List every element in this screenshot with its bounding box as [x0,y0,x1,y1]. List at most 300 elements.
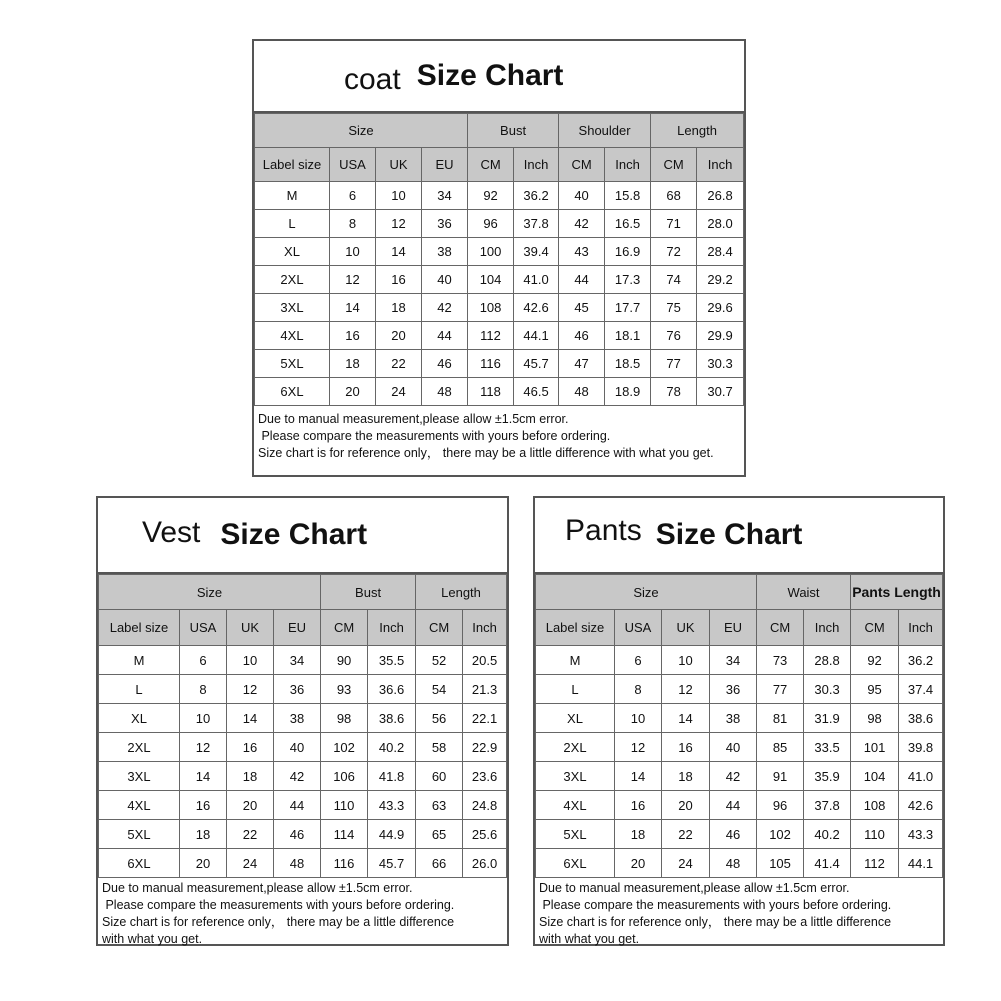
coat-table-cell: 24 [376,378,422,406]
vest-note-line: Size chart is for reference only， there may be a little difference [102,915,455,929]
vest-table-cell: 36.6 [368,675,416,704]
pants-table-row [536,675,943,704]
pants-table-cell: 48 [710,849,757,878]
vest-table-cell: 24 [227,849,274,878]
coat-table-cell: 28.4 [697,238,744,266]
vest-table-cell: 116 [321,849,368,878]
vest-table-row [99,820,507,849]
pants-table-cell: 41.4 [804,849,851,878]
vest-subheader: USA [180,610,227,646]
pants-table-cell: 42 [710,762,757,791]
pants-table-cell: 40 [710,733,757,762]
coat-table [254,113,744,406]
pants-group-pants-length: Pants Length [851,575,943,610]
vest-table-cell: 23.6 [463,762,507,791]
coat-table-cell: 26.8 [697,182,744,210]
pants-table-cell: 24 [662,849,710,878]
vest-table-cell: 25.6 [463,820,507,849]
pants-table-cell: 77 [757,675,804,704]
pants-table-cell: 39.8 [899,733,943,762]
vest-table-cell: 10 [180,704,227,733]
coat-table-cell: 92 [468,182,514,210]
coat-table-cell: 108 [468,294,514,322]
vest-table-cell: 106 [321,762,368,791]
coat-table-cell: 48 [422,378,468,406]
vest-table-cell: 52 [416,646,463,675]
coat-table-row [255,294,744,322]
pants-table-cell: 36.2 [899,646,943,675]
coat-table-row [255,350,744,378]
coat-table-cell: 40 [422,266,468,294]
coat-table-cell: 42 [559,210,605,238]
coat-table-cell: 3XL [255,294,330,322]
pants-table-row [536,762,943,791]
vest-table-cell: 8 [180,675,227,704]
vest-table-cell: 10 [227,646,274,675]
vest-table-cell: 35.5 [368,646,416,675]
coat-table-cell: 29.9 [697,322,744,350]
coat-table-cell: 96 [468,210,514,238]
coat-table-cell: L [255,210,330,238]
vest-table-cell: 38.6 [368,704,416,733]
vest-table [98,574,507,878]
pants-table-cell: 35.9 [804,762,851,791]
vest-table-cell: 34 [274,646,321,675]
coat-table-cell: 30.7 [697,378,744,406]
vest-table-cell: 36 [274,675,321,704]
coat-table-cell: 38 [422,238,468,266]
coat-table-cell: 44 [559,266,605,294]
coat-table-cell: 104 [468,266,514,294]
coat-table-cell: 72 [651,238,697,266]
coat-table-cell: 42 [422,294,468,322]
pants-table-cell: 37.8 [804,791,851,820]
vest-table-cell: 60 [416,762,463,791]
coat-table-cell: 45.7 [514,350,559,378]
vest-subheader: CM [416,610,463,646]
pants-title-prefix: Pants [565,514,642,547]
coat-subheader: EU [422,148,468,182]
vest-table-cell: 54 [416,675,463,704]
pants-table-cell: 73 [757,646,804,675]
pants-table-cell: 16 [615,791,662,820]
coat-table-cell: 15.8 [605,182,651,210]
pants-table-cell: 20 [615,849,662,878]
coat-group-length: Length [651,114,744,148]
pants-table-row [536,733,943,762]
coat-table-cell: 41.0 [514,266,559,294]
coat-size-chart [252,39,746,477]
pants-table-cell: 36 [710,675,757,704]
coat-table-cell: 29.6 [697,294,744,322]
pants-size-chart [533,496,945,946]
pants-group-size: Size [536,575,757,610]
vest-table-cell: 56 [416,704,463,733]
vest-table-cell: 14 [180,762,227,791]
vest-note-line: Please compare the measurements with yours before ordering. [102,898,455,912]
pants-table-cell: 42.6 [899,791,943,820]
vest-table-row [99,646,507,675]
pants-table-cell: 14 [615,762,662,791]
vest-table-cell: M [99,646,180,675]
coat-table-cell: 46.5 [514,378,559,406]
vest-note-line: with what you get. [102,932,203,946]
coat-table-cell: 75 [651,294,697,322]
pants-table-cell: 2XL [536,733,615,762]
vest-note-line: Due to manual measurement,please allow ±1.5cm error. [102,881,413,895]
pants-table-cell: 6 [615,646,662,675]
pants-table-cell: 44 [710,791,757,820]
vest-title-prefix: Vest [142,516,201,549]
vest-table-cell: 3XL [99,762,180,791]
pants-table-cell: M [536,646,615,675]
vest-table-cell: 20.5 [463,646,507,675]
pants-table-cell: 81 [757,704,804,733]
coat-table-cell: 43 [559,238,605,266]
coat-table-cell: 14 [376,238,422,266]
pants-subheader: UK [662,610,710,646]
coat-table-cell: 17.7 [605,294,651,322]
pants-table-cell: 10 [662,646,710,675]
pants-table-cell: 38 [710,704,757,733]
vest-table-cell: 38 [274,704,321,733]
coat-table-cell: 45 [559,294,605,322]
coat-table-cell: 76 [651,322,697,350]
vest-table-cell: L [99,675,180,704]
pants-table-row [536,849,943,878]
pants-table-cell: 101 [851,733,899,762]
vest-subheader: EU [274,610,321,646]
pants-table-cell: 16 [662,733,710,762]
pants-table-cell: 96 [757,791,804,820]
vest-table-cell: 12 [180,733,227,762]
vest-table-cell: 6 [180,646,227,675]
vest-subheader: CM [321,610,368,646]
vest-table-cell: 42 [274,762,321,791]
pants-table-cell: 37.4 [899,675,943,704]
pants-subheader: USA [615,610,662,646]
coat-table-cell: 48 [559,378,605,406]
coat-table-cell: 78 [651,378,697,406]
vest-table-cell: 44 [274,791,321,820]
coat-table-cell: 34 [422,182,468,210]
coat-table-row [255,210,744,238]
pants-table-cell: 20 [662,791,710,820]
pants-table-cell: 110 [851,820,899,849]
coat-table-cell: 118 [468,378,514,406]
coat-table-cell: 6 [330,182,376,210]
coat-table-cell: 18.1 [605,322,651,350]
coat-table-cell: 44 [422,322,468,350]
coat-subheader: Inch [514,148,559,182]
pants-table-cell: 40.2 [804,820,851,849]
coat-table-row [255,322,744,350]
vest-table-cell: 65 [416,820,463,849]
coat-table-cell: 39.4 [514,238,559,266]
coat-table-cell: XL [255,238,330,266]
pants-table-cell: 102 [757,820,804,849]
coat-subheader: Inch [605,148,651,182]
pants-table-cell: 108 [851,791,899,820]
coat-rows [255,182,744,406]
coat-table-cell: 8 [330,210,376,238]
coat-table-cell: 16.5 [605,210,651,238]
pants-note-line: Size chart is for reference only， there may be a little difference [539,915,892,929]
coat-table-cell: 18.5 [605,350,651,378]
vest-table-cell: 14 [227,704,274,733]
pants-table-cell: 34 [710,646,757,675]
coat-table-cell: 14 [330,294,376,322]
vest-table-cell: 110 [321,791,368,820]
coat-table-cell: 4XL [255,322,330,350]
pants-table-cell: 10 [615,704,662,733]
pants-table-cell: XL [536,704,615,733]
vest-subheader: UK [227,610,274,646]
pants-rows [536,646,943,878]
coat-title-main: Size Chart [416,59,564,92]
coat-subheader: UK [376,148,422,182]
pants-table-row [536,820,943,849]
coat-table-cell: 42.6 [514,294,559,322]
pants-table-cell: 6XL [536,849,615,878]
vest-table-cell: 21.3 [463,675,507,704]
coat-table-cell: 74 [651,266,697,294]
vest-table-cell: 20 [180,849,227,878]
pants-table-cell: 98 [851,704,899,733]
pants-subheader: EU [710,610,757,646]
pants-table-cell: 85 [757,733,804,762]
pants-table-cell: 33.5 [804,733,851,762]
coat-group-bust: Bust [468,114,559,148]
vest-table-cell: 40 [274,733,321,762]
coat-table-cell: 12 [376,210,422,238]
pants-table-cell: 104 [851,762,899,791]
coat-subheader: Inch [697,148,744,182]
pants-group-waist: Waist [757,575,851,610]
coat-group-shoulder: Shoulder [559,114,651,148]
vest-table-cell: 63 [416,791,463,820]
pants-notes [535,878,943,951]
coat-table-cell: 30.3 [697,350,744,378]
vest-table-cell: 12 [227,675,274,704]
coat-table-cell: 44.1 [514,322,559,350]
pants-subheader: Label size [536,610,615,646]
pants-note-line: Due to manual measurement,please allow ±1.5cm error. [539,881,850,895]
coat-table-cell: 29.2 [697,266,744,294]
vest-title-main: Size Chart [220,518,368,551]
pants-subheader: CM [851,610,899,646]
vest-table-cell: 102 [321,733,368,762]
coat-note-line: Due to manual measurement,please allow ±1.5cm error. [258,412,569,426]
coat-table-row [255,238,744,266]
coat-table-cell: 6XL [255,378,330,406]
coat-table-cell: 28.0 [697,210,744,238]
coat-table-cell: 20 [330,378,376,406]
coat-table-cell: 71 [651,210,697,238]
vest-group-length: Length [416,575,507,610]
coat-table-cell: 36 [422,210,468,238]
coat-table-cell: 16 [330,322,376,350]
vest-group-size: Size [99,575,321,610]
vest-table-cell: 58 [416,733,463,762]
vest-notes [98,878,507,951]
pants-table-cell: 28.8 [804,646,851,675]
pants-table-cell: 18 [615,820,662,849]
pants-table-cell: 38.6 [899,704,943,733]
pants-table-cell: 31.9 [804,704,851,733]
pants-table-row [536,791,943,820]
coat-table-cell: 18.9 [605,378,651,406]
coat-table-cell: 17.3 [605,266,651,294]
vest-size-chart [96,496,509,946]
vest-table-row [99,791,507,820]
vest-table-cell: 20 [227,791,274,820]
pants-note-line: Please compare the measurements with yours before ordering. [539,898,892,912]
pants-table-cell: 3XL [536,762,615,791]
pants-table-cell: 91 [757,762,804,791]
coat-table-cell: 20 [376,322,422,350]
vest-table-cell: 5XL [99,820,180,849]
coat-table-cell: 46 [559,322,605,350]
vest-table-cell: 22 [227,820,274,849]
vest-table-cell: 45.7 [368,849,416,878]
vest-table-cell: 22.9 [463,733,507,762]
pants-chart-title [535,498,943,574]
coat-table-cell: 16 [376,266,422,294]
coat-table-cell: 10 [376,182,422,210]
coat-subheader: USA [330,148,376,182]
coat-table-cell: 68 [651,182,697,210]
coat-table-cell: 47 [559,350,605,378]
coat-table-row [255,378,744,406]
vest-table-cell: 114 [321,820,368,849]
pants-table-cell: 46 [710,820,757,849]
vest-table-cell: 24.8 [463,791,507,820]
coat-table-cell: 40 [559,182,605,210]
coat-title-prefix: coat [344,63,401,96]
coat-subheader: CM [651,148,697,182]
vest-table-cell: 41.8 [368,762,416,791]
vest-table-cell: 18 [227,762,274,791]
coat-note-line: Size chart is for reference only， there may be a little difference with what you get. [258,446,714,460]
pants-table-cell: 112 [851,849,899,878]
coat-table-cell: 18 [330,350,376,378]
coat-subheader: Label size [255,148,330,182]
vest-table-cell: 18 [180,820,227,849]
pants-subheader: Inch [899,610,943,646]
coat-table-cell: 10 [330,238,376,266]
vest-table-row [99,762,507,791]
coat-table-cell: 2XL [255,266,330,294]
coat-table-cell: 37.8 [514,210,559,238]
vest-rows [99,646,507,878]
vest-subheader: Inch [368,610,416,646]
pants-table-cell: 12 [615,733,662,762]
pants-table-row [536,704,943,733]
coat-subheader: CM [468,148,514,182]
pants-table-cell: 4XL [536,791,615,820]
coat-note-line: Please compare the measurements with yours before ordering. [258,429,611,443]
pants-table-cell: 41.0 [899,762,943,791]
pants-table-cell: 30.3 [804,675,851,704]
coat-group-size: Size [255,114,468,148]
vest-table-cell: 46 [274,820,321,849]
pants-title-main: Size Chart [655,518,803,551]
coat-table-cell: 5XL [255,350,330,378]
vest-table-row [99,704,507,733]
vest-subheader: Inch [463,610,507,646]
pants-subheader: Inch [804,610,851,646]
coat-subheader: CM [559,148,605,182]
pants-table [535,574,943,878]
coat-table-row [255,182,744,210]
vest-table-row [99,733,507,762]
vest-table-cell: 48 [274,849,321,878]
pants-table-cell: 8 [615,675,662,704]
pants-table-cell: 105 [757,849,804,878]
pants-table-cell: 12 [662,675,710,704]
pants-table-cell: 5XL [536,820,615,849]
coat-table-cell: 22 [376,350,422,378]
coat-notes [254,406,744,465]
vest-table-cell: 43.3 [368,791,416,820]
coat-table-cell: 36.2 [514,182,559,210]
pants-table-row [536,646,943,675]
vest-table-cell: 44.9 [368,820,416,849]
vest-table-cell: 4XL [99,791,180,820]
pants-table-cell: 95 [851,675,899,704]
vest-subheader: Label size [99,610,180,646]
vest-chart-title [98,498,507,574]
pants-table-cell: 44.1 [899,849,943,878]
vest-table-cell: 93 [321,675,368,704]
coat-table-cell: 46 [422,350,468,378]
pants-table-cell: L [536,675,615,704]
pants-table-cell: 43.3 [899,820,943,849]
vest-group-bust: Bust [321,575,416,610]
vest-table-cell: 90 [321,646,368,675]
coat-table-cell: 112 [468,322,514,350]
coat-table-cell: 18 [376,294,422,322]
vest-table-cell: 16 [227,733,274,762]
vest-table-cell: 40.2 [368,733,416,762]
vest-table-cell: 22.1 [463,704,507,733]
vest-table-cell: 2XL [99,733,180,762]
pants-table-cell: 14 [662,704,710,733]
pants-note-line: with what you get. [539,932,640,946]
vest-table-row [99,675,507,704]
coat-table-cell: 77 [651,350,697,378]
vest-table-row [99,849,507,878]
pants-table-cell: 92 [851,646,899,675]
coat-table-cell: 116 [468,350,514,378]
vest-table-cell: 26.0 [463,849,507,878]
vest-table-cell: 6XL [99,849,180,878]
pants-table-cell: 18 [662,762,710,791]
vest-table-cell: XL [99,704,180,733]
vest-table-cell: 66 [416,849,463,878]
coat-chart-title [254,41,744,113]
coat-table-row [255,266,744,294]
vest-table-cell: 98 [321,704,368,733]
coat-table-cell: 12 [330,266,376,294]
pants-table-cell: 22 [662,820,710,849]
coat-table-cell: M [255,182,330,210]
pants-subheader: CM [757,610,804,646]
coat-table-cell: 100 [468,238,514,266]
coat-table-cell: 16.9 [605,238,651,266]
vest-table-cell: 16 [180,791,227,820]
